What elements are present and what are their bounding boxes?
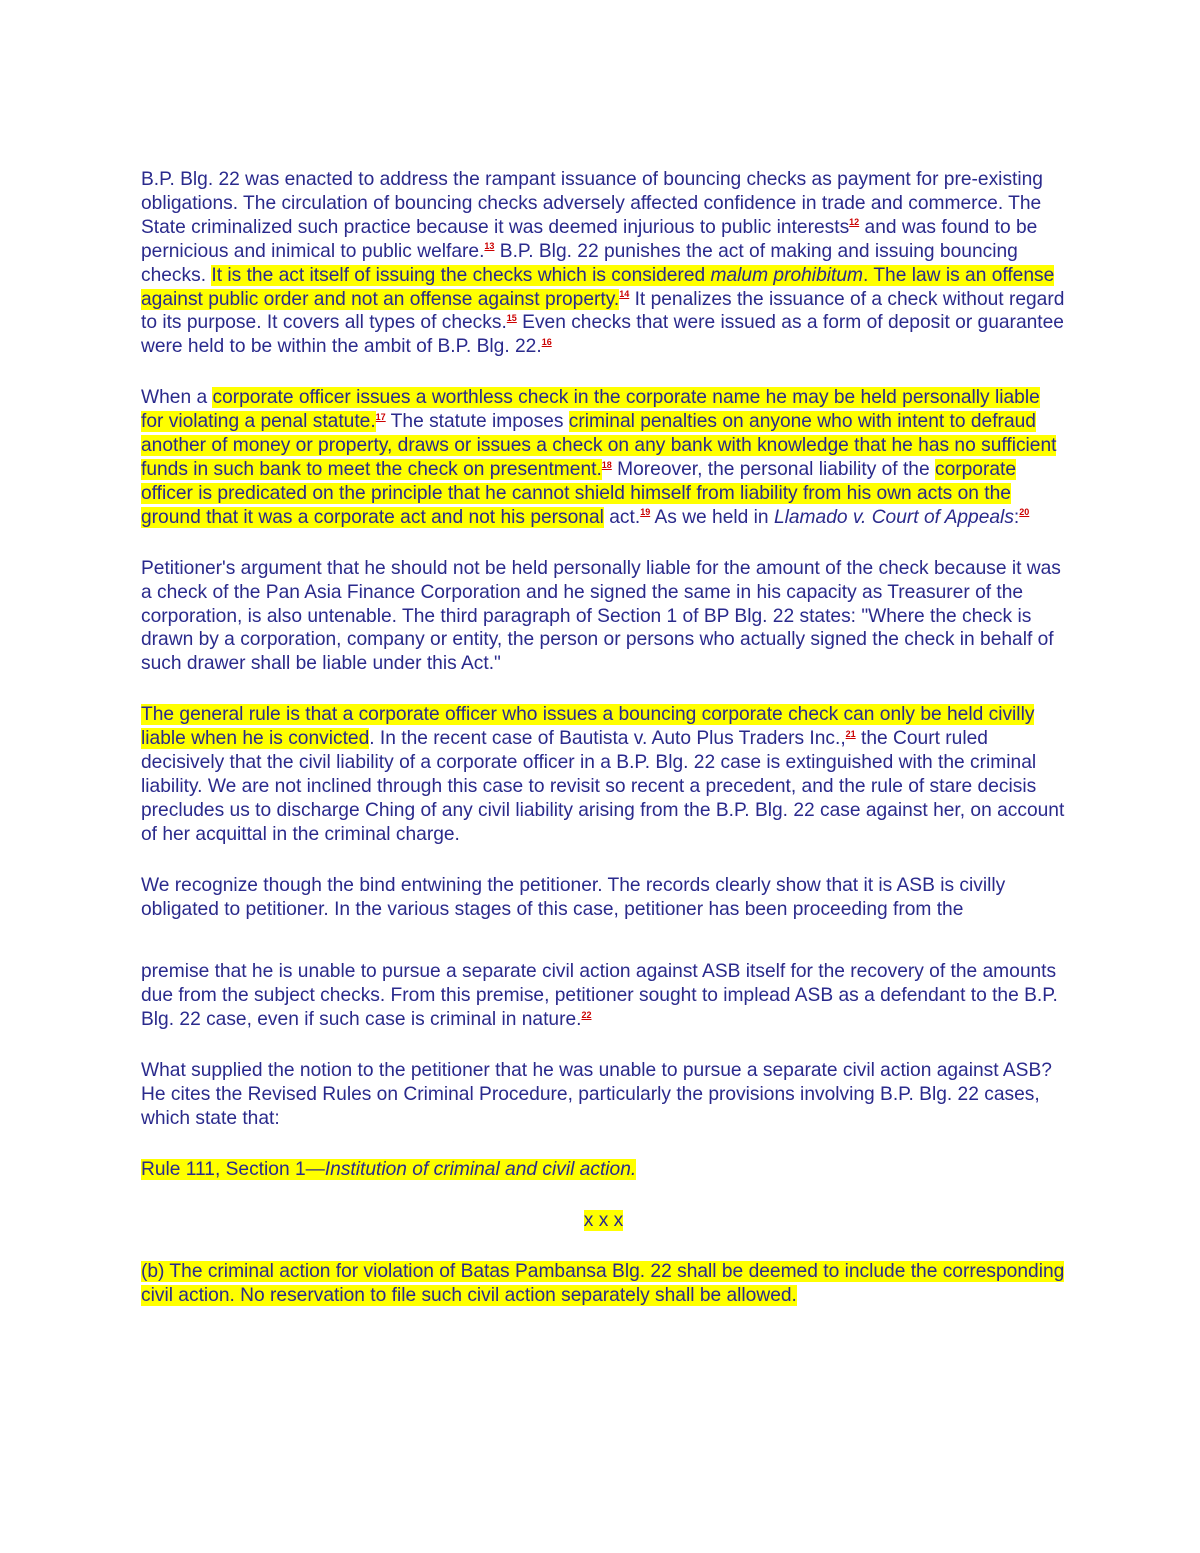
footnote-link-17[interactable]: 17: [375, 411, 386, 422]
text: B.P. Blg. 22 punishes the act of making and issuing bouncing checks.: [141, 240, 1018, 286]
highlighted-text: (b) The criminal action for violation of Batas Pambansa Blg. 22 shall be deemed to include the corresponding civil action. No reservation to file such civil action separately shall be allowed.: [141, 1260, 1065, 1306]
highlighted-text: corporate officer is predicated on the principle that he cannot shield himself from liability from his own acts on the ground that it was a corporate act and not his personal: [141, 458, 1017, 528]
ellipsis-separator: [141, 1209, 1066, 1233]
paragraph-4: [141, 703, 1066, 846]
text: act.: [603, 506, 641, 528]
footnote-link-18[interactable]: 18: [601, 459, 612, 470]
italic-text: Institution of criminal and civil action.: [324, 1158, 637, 1180]
footnote-link-14[interactable]: 14: [619, 289, 630, 300]
paragraph-2: [141, 386, 1066, 529]
footnote-link-15[interactable]: 15: [506, 313, 517, 324]
text: B.P. Blg. 22 was enacted to address the rampant issuance of bouncing checks as payment for pre-existing obligations. The circulation of bouncing checks adversely affected confidence in trade and commerce. The State criminalized such practice because it was deemed injurious to public interests: [141, 169, 1043, 238]
paragraph-1: [141, 168, 1066, 359]
highlighted-text: x x x: [583, 1209, 624, 1231]
text: Even checks that were issued as a form of deposit or guarantee were held to be within the ambit of B.P. Blg. 22.: [141, 312, 1064, 358]
text: and was found to be pernicious and inimical to public welfare.: [141, 216, 1038, 262]
text: :: [1013, 506, 1020, 528]
text: When a: [141, 387, 213, 409]
text: . In the recent case of Bautista v. Auto Plus Traders Inc.,: [369, 728, 846, 750]
highlighted-text: corporate officer issues a worthless check in the corporate name he may be held personally liable for violating a penal statute.: [141, 387, 1040, 433]
highlighted-text: criminal penalties on anyone who with intent to defraud another of money or property, draws or issues a check on any bank with knowledge that he has no sufficient funds in such bank to meet the check on presentment.: [141, 411, 1057, 480]
text: Moreover, the personal liability of the: [611, 458, 935, 480]
footnote-link-21[interactable]: 21: [845, 728, 856, 739]
highlighted-text: The general rule is that a corporate officer who issues a bouncing corporate check can only be held civilly liable when he is convicted: [141, 704, 1035, 750]
highlighted-text: [141, 1159, 636, 1180]
text: the Court ruled decisively that the civil liability of a corporate officer in a B.P. Blg. 22 case is extinguished with the criminal liability. We are not inclined through this case to revisit so recent a precedent, and the rule of stare decisis precludes us to discharge Ching of any civil liability arising from the B.P. Blg. 22 case against her, on account of her acquittal in the criminal charge.: [141, 728, 1065, 845]
text: As we held in: [650, 506, 774, 528]
rule-heading: [141, 1158, 1066, 1182]
footnote-link-13[interactable]: 13: [484, 241, 495, 252]
footnote-link-16[interactable]: 16: [541, 336, 552, 347]
footnote-link-22[interactable]: 22: [581, 1009, 592, 1020]
paragraph-5: We recognize though the bind entwining the petitioner. The records clearly show that it is ASB is civilly obligated to petitioner. In the various stages of this case, petitioner has been proceeding from the: [141, 874, 1006, 920]
case-citation: Llamado v. Court of Appeals: [773, 506, 1014, 528]
document-page: [141, 168, 1066, 1335]
paragraph-rule-b: [141, 1260, 1066, 1308]
text: Rule 111, Section 1—: [141, 1158, 325, 1180]
text: It is the act itself of issuing the checks which is considered: [211, 264, 711, 286]
footnote-link-19[interactable]: 19: [640, 507, 651, 518]
text: It penalizes the issuance of a check without regard to its purpose. It covers all types of checks.: [141, 288, 1065, 334]
paragraph-3: Petitioner's argument that he should not be held personally liable for the amount of the check because it was a check of the Pan Asia Finance Corporation and he signed the same in his capacity as Treasurer of the corporation, is also untenable. The third paragraph of Section 1 of BP Blg. 22 states: "Where the check is drawn by a corporation, company or entity, the person or persons who actually signed the check in behalf of such drawer shall be liable under this Act.": [141, 557, 1061, 675]
text: premise that he is unable to pursue a separate civil action against ASB itself for the recovery of the amounts due from the subject checks. From this premise, petitioner sought to implead ASB as a defendant to the B.P. Blg. 22 case, even if such case is criminal in nature.: [141, 961, 1058, 1031]
text: . The law is an offense against public order and not an offense against property.: [141, 264, 1055, 310]
footnote-link-20[interactable]: 20: [1019, 507, 1030, 518]
italic-text: malum prohibitum: [710, 264, 863, 286]
footnote-link-12[interactable]: 12: [849, 217, 860, 228]
text: The statute imposes: [385, 411, 569, 433]
paragraph-6: [141, 960, 1066, 1032]
paragraph-7: What supplied the notion to the petitioner that he was unable to pursue a separate civil action against ASB? He cites the Revised Rules on Criminal Procedure, particularly the provisions involving B.P. Blg. 22 cases, which state that:: [141, 1060, 1052, 1129]
